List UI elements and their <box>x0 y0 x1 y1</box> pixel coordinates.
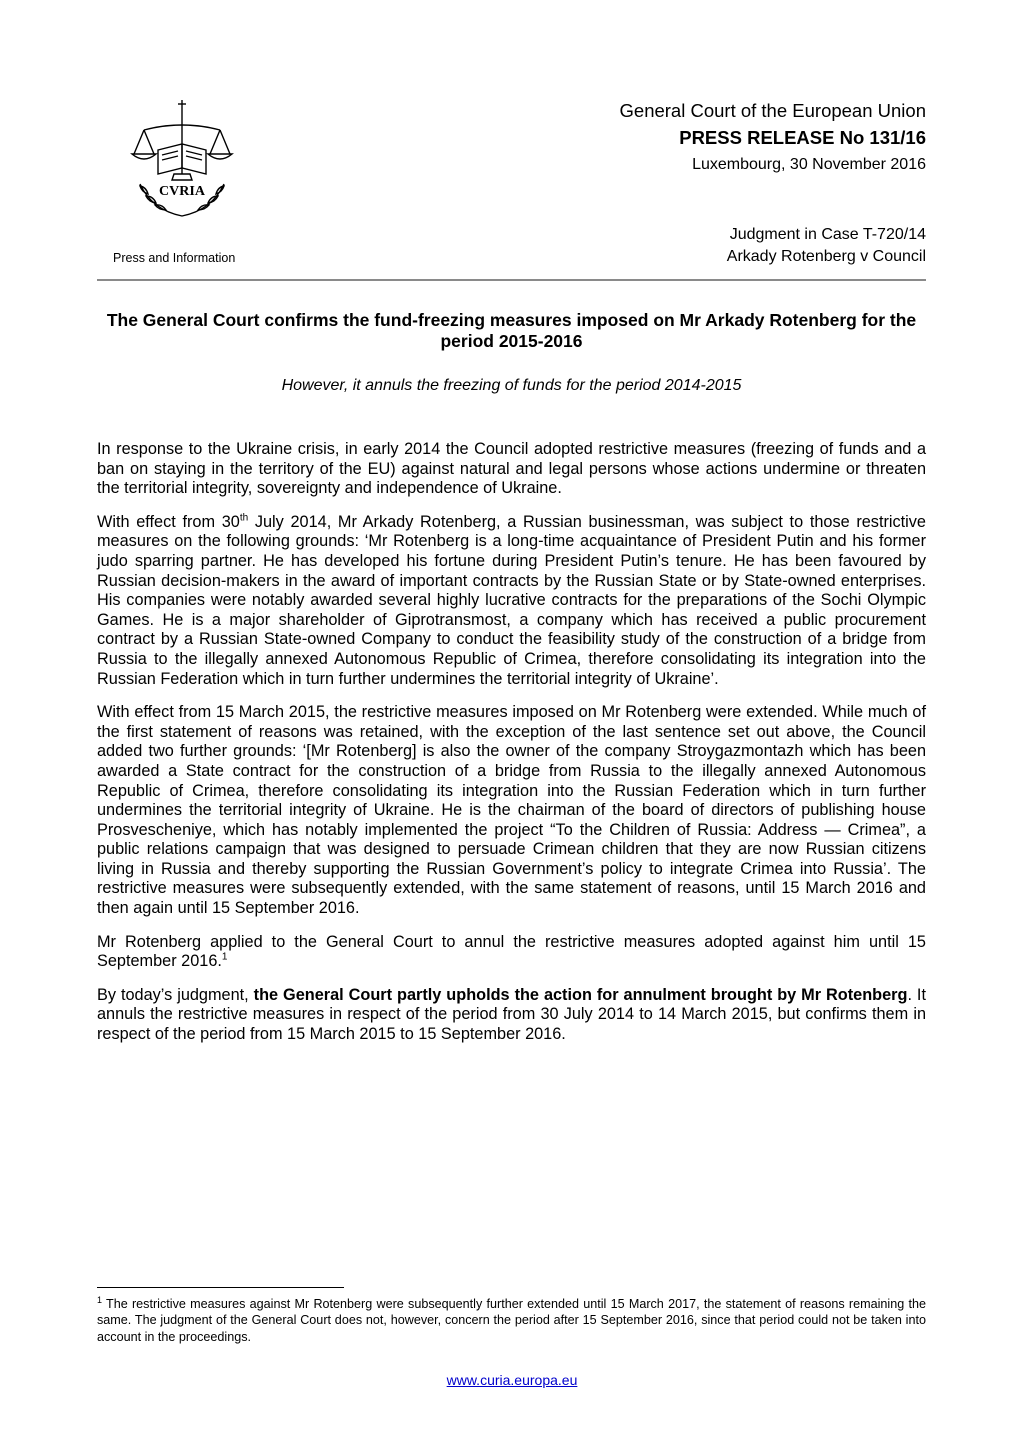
footnote-divider <box>97 1287 344 1288</box>
logo-wordmark: CVRIA <box>159 184 205 199</box>
footnote-number: 1 <box>97 1294 103 1305</box>
page-subtitle: However, it annuls the freezing of funds for the period 2014-2015 <box>281 377 742 394</box>
press-and-information-label: Press and Information <box>113 251 236 265</box>
curia-logo <box>118 92 246 232</box>
paragraph-2: With effect from 30th July 2014, Mr Arkady Rotenberg, a Russian businessman, was subject to those restrictive measures on the following grounds: ‘Mr Rotenberg is a long-time acquaintance of President Putin and his former judo sparring partner. He has developed his fortune during President Putin’s tenure. He has been favoured by Russian decision-makers in the award of important contracts by the Russian State or by State-owned enterprises. His companies were notably awarded several highly lucrative contracts for the preparations of the Sochi Olympic Games. He is a major shareholder of Giprotransmost, a company which has received a public procurement contract by a Russian State-owned Company to conduct the feasibility study of the construction of a bridge from Russia to the illegally annexed Autonomous Republic of Crimea, therefore consolidating its integration into the Russian Federation which in turn further undermines the territorial integrity of Ukraine’. <box>97 512 926 688</box>
paragraph-4: Mr Rotenberg applied to the General Court to annul the restrictive measures adopted against him until 15 September 2016.$^1$ <box>97 932 926 971</box>
paragraph-1: In response to the Ukraine crisis, in early 2014 the Council adopted restrictive measures (freezing of funds and a ban on staying in the territory of the EU) against natural and legal persons whose actions undermine or threaten the territorial integrity, sovereignty and independence of Ukraine. <box>97 440 926 498</box>
press-release-number: PRESS RELEASE No 131/16 <box>679 127 926 148</box>
case-number: Judgment in Case T-720/14 <box>729 226 926 243</box>
page-title: The General Court confirms the fund-freezing measures imposed on Mr Arkady Rotenberg for the period 2015-2016 <box>106 310 917 351</box>
court-name: General Court of the European Union <box>619 100 926 121</box>
key-finding: the General Court partly upholds the action for annulment brought by Mr Rotenberg <box>253 985 908 1004</box>
footnote-reference: 1 <box>221 951 228 963</box>
scales-of-justice-icon <box>118 92 246 232</box>
footnote <box>97 1296 926 1345</box>
press-release-body <box>97 440 926 1059</box>
paragraph-3: With effect from 15 March 2015, the restrictive measures imposed on Mr Rotenberg were extended. While much of the first statement of reasons was retained, with the exception of the last sentence set out above, the Council added two further grounds: ‘[Mr Rotenberg] is also the owner of the company Stroygazmontazh which has been awarded a State contract for the construction of a bridge from Russia to the illegally annexed Autonomous Republic of Crimea, therefore consolidating its integration into the Russian Federation which in turn further undermines the territorial integrity of Ukraine. He is the chairman of the board of directors of publishing house Prosvescheniye, which has notably implemented the project “To the Children of Russia: Address — Crimea”, a public relations campaign that was designed to persuade Crimean children that they are now Russian citizens living in Russia and thereby supporting the Russian Government’s policy to integrate Crimea into Russia’. The restrictive measures were subsequently extended, with the same statement of reasons, until 15 March 2016 and then again until 15 September 2016. <box>97 703 926 918</box>
header-divider <box>97 279 926 281</box>
case-parties: Arkady Rotenberg v Council <box>726 248 926 265</box>
release-date: Luxembourg, 30 November 2016 <box>692 156 926 173</box>
footnote-text: The restrictive measures against Mr Rotenberg were subsequently further extended until 15 March 2017, the statement of reasons remaining the same. The judgment of the General Court does not, however, concern the period after 15 September 2016, since that period could not be taken into account in the proceedings. <box>97 1297 926 1344</box>
case-reference <box>727 224 926 268</box>
curia-website-link[interactable]: www.curia.europa.eu <box>446 1372 578 1388</box>
paragraph-5: By today’s judgment, the General Court partly upholds the action for annulment brought by Mr Rotenberg. It annuls the restrictive measures in respect of the period from 30 July 2014 to 14 March 2015, but confirms them in respect of the period from 15 March 2015 to 15 September 2016. <box>97 985 926 1044</box>
header-title-block <box>620 98 926 178</box>
